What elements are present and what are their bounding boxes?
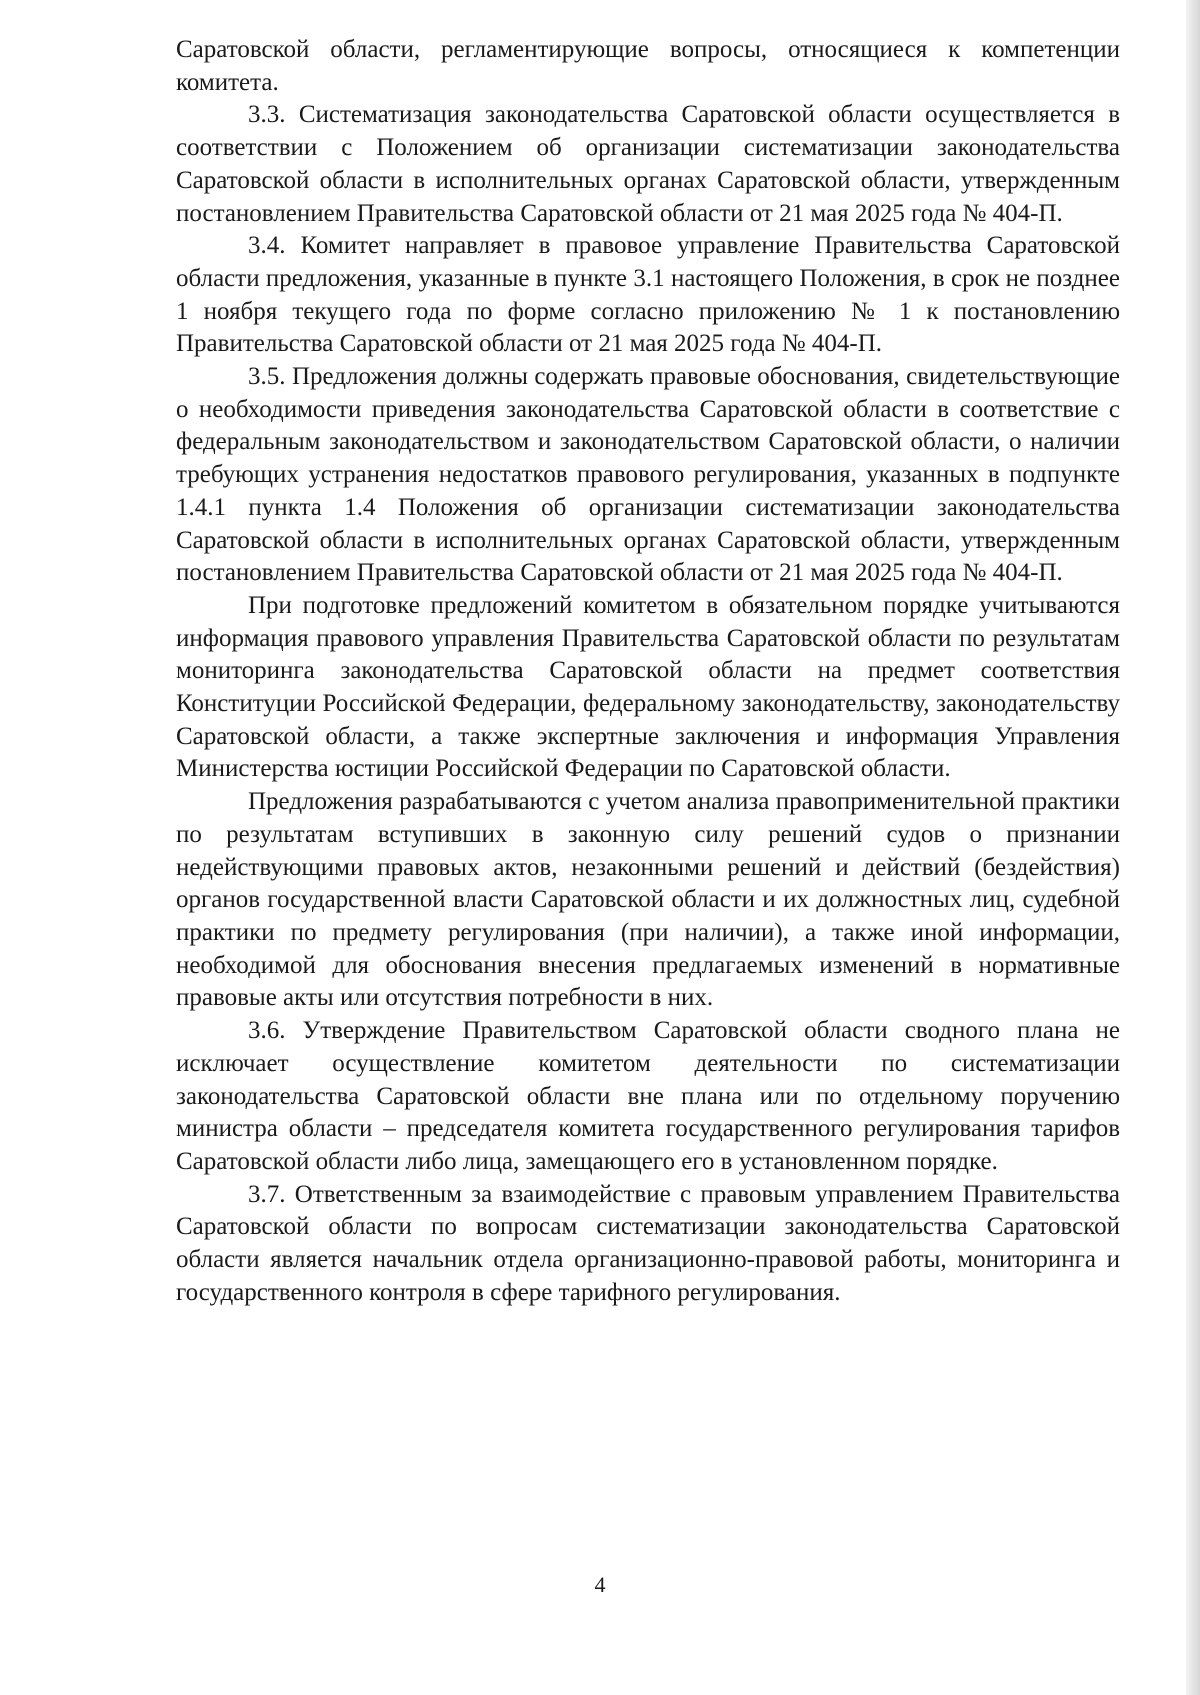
paragraph-3-5: 3.5. Предложения должны содержать правовые обоснования, свидетельствующие о необходимости приведения законодательства Саратовской области в соответствие с федеральным законодательством и законодательством Саратовской области, о наличии требующих устранения недостатков правового регулирования, указанных в подпункте 1.4.1 пункта 1.4 Положения об организации систематизации законодательства Саратовской области в исполнительных органах Саратовской области, утвержденным постановлением Правительства Саратовской области от 21 мая 2025 года № 404-П. <box>176 363 1120 587</box>
paragraph-3-3: 3.3. Систематизация законодательства Саратовской области осуществляется в соответствии с Положением об организации систематизации законодательства Саратовской области в исполнительных органах Саратовской области, утвержденным постановлением Правительства Саратовской области от 21 мая 2025 года № 404-П. <box>176 101 1120 227</box>
paragraph-3-6: 3.6. Утверждение Правительством Саратовской области сводного плана не исключает осуществление комитетом деятельности по систематизации законодательства Саратовской области вне плана или по отдельному поручению министра области – председателя комитета государственного регулирования тарифов Саратовской области либо лица, замещающего его в установленном порядке. <box>176 1017 1120 1175</box>
paragraph-3-5-preparation: При подготовке предложений комитетом в обязательном порядке учитываются информация правового управления Правительства Саратовской области по результатам мониторинга законодательства Саратовской области на предмет соответствия Конституции Российской Федерации, федеральному законодательству, законодательству Саратовской области, а также экспертные заключения и информация Управления Министерства юстиции Российской Федерации по Саратовской области. <box>176 591 1120 783</box>
paragraph-3-5-analysis: Предложения разрабатываются с учетом анализа правоприменительной практики по результатам вступивших в законную силу решений судов о признании недействующими правовых актов, незаконными решений и действий (бездействия) органов государственной власти Саратовской области и их должностных лиц, судебной практики по предмету регулирования (при наличии), а также иной информации, необходимой для обоснования внесения предлагаемых изменений в нормативные правовые акты или отсутствия потребности в них. <box>176 788 1120 1012</box>
page-number: 4 <box>594 1572 606 1597</box>
scan-page-edge <box>1186 0 1200 1695</box>
document-body <box>176 34 1120 1309</box>
paragraph-3-4: 3.4. Комитет направляет в правовое управление Правительства Саратовской области предложения, указанные в пункте 3.1 настоящего Положения, в срок не позднее 1 ноября текущего года по форме согласно приложению № 1 к постановлению Правительства Саратовской области от 21 мая 2025 года № 404-П. <box>176 232 1120 358</box>
paragraph-3-7: 3.7. Ответственным за взаимодействие с правовым управлением Правительства Саратовской области по вопросам систематизации законодательства Саратовской области является начальник отдела организационно-правовой работы, мониторинга и государственного контроля в сфере тарифного регулирования. <box>176 1180 1120 1306</box>
paragraph-continuation: Саратовской области, регламентирующие вопросы, относящиеся к компетенции комитета. <box>176 36 1120 96</box>
